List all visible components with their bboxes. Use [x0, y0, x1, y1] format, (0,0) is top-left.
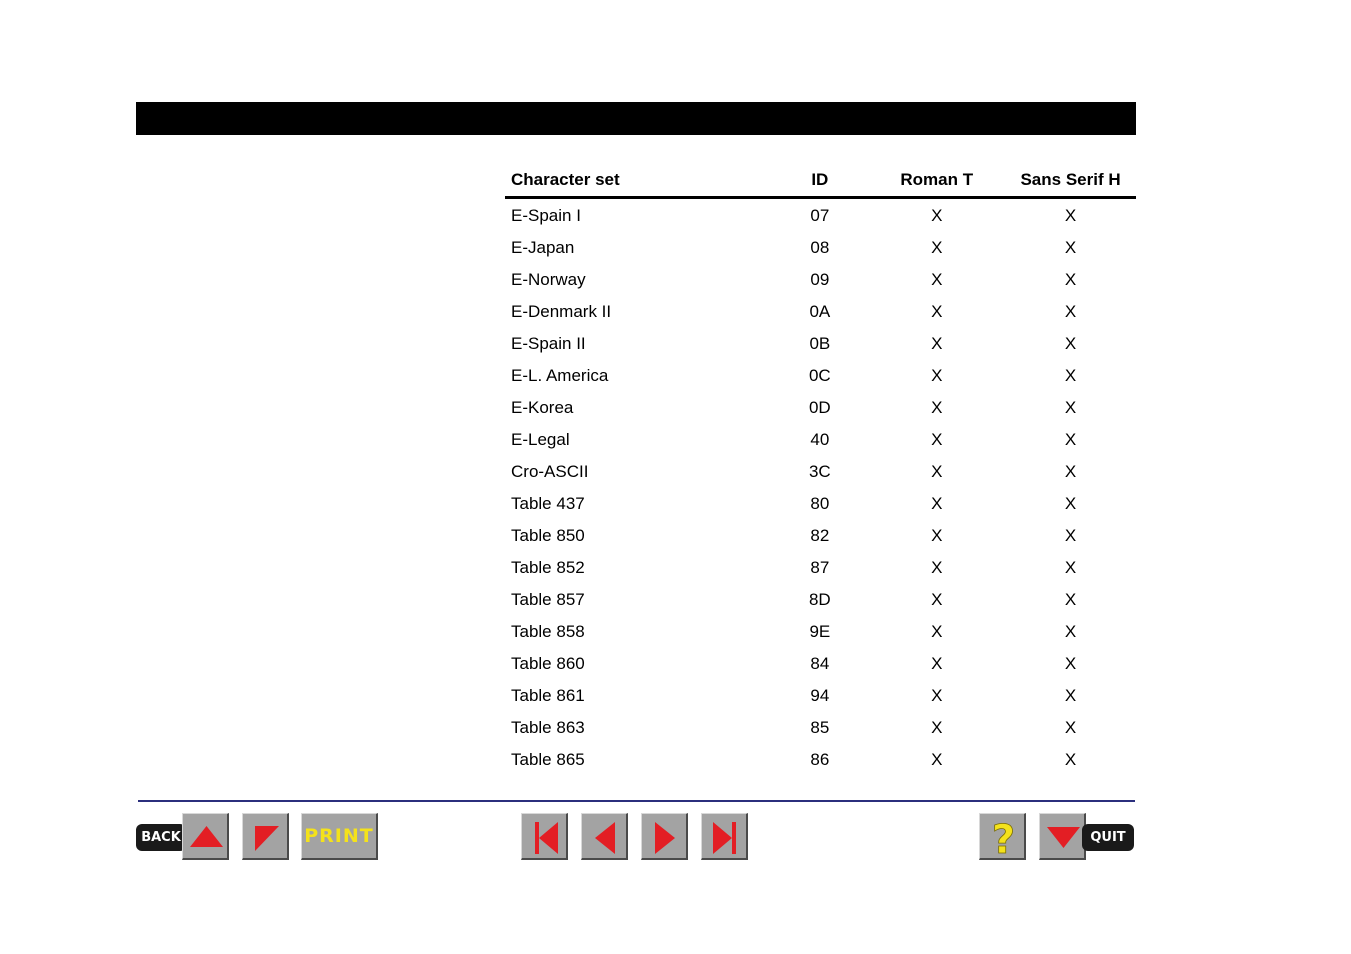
- first-page-icon: [522, 814, 569, 861]
- cell-sans-serif-h: X: [1064, 558, 1077, 577]
- column-header-sans-serif-h: Sans Serif H: [1005, 164, 1136, 198]
- cell-character-set: E-Legal: [511, 430, 570, 449]
- table-row: [505, 616, 1136, 648]
- cell-roman-t: X: [931, 462, 943, 481]
- table-row: [505, 392, 1136, 424]
- cell-character-set: Table 858: [511, 622, 585, 641]
- cell-roman-t: X: [931, 654, 943, 673]
- cell-roman-t: X: [931, 622, 943, 641]
- table-row: [505, 552, 1136, 584]
- triangle-up-icon: [183, 814, 230, 861]
- cell-id: 94: [810, 686, 830, 705]
- cell-id: 84: [810, 654, 830, 673]
- table-row: [505, 456, 1136, 488]
- cell-id: 0B: [809, 334, 831, 353]
- cell-roman-t: X: [931, 686, 943, 705]
- cell-sans-serif-h: X: [1064, 238, 1077, 257]
- previous-icon: [582, 814, 629, 861]
- cell-id: 86: [810, 750, 830, 769]
- cell-sans-serif-h: X: [1064, 462, 1077, 481]
- cell-sans-serif-h: X: [1064, 206, 1077, 225]
- cell-sans-serif-h: X: [1064, 302, 1077, 321]
- cell-roman-t: X: [931, 558, 943, 577]
- next-icon: [642, 814, 689, 861]
- cell-sans-serif-h: X: [1064, 526, 1077, 545]
- table-row: [505, 680, 1136, 712]
- cell-roman-t: X: [931, 398, 943, 417]
- cell-roman-t: X: [931, 590, 943, 609]
- table-row: [505, 744, 1136, 776]
- cell-id: 9E: [809, 622, 831, 641]
- help-button[interactable]: [979, 813, 1026, 860]
- cell-character-set: Table 865: [511, 750, 585, 769]
- cell-id: 09: [810, 270, 830, 289]
- last-page-button[interactable]: [701, 813, 748, 860]
- table-row: [505, 328, 1136, 360]
- cell-sans-serif-h: X: [1064, 654, 1077, 673]
- cell-sans-serif-h: X: [1064, 750, 1077, 769]
- cell-roman-t: X: [931, 430, 943, 449]
- cell-sans-serif-h: X: [1064, 270, 1077, 289]
- triangle-down-icon: [1040, 814, 1087, 861]
- cell-sans-serif-h: X: [1064, 398, 1077, 417]
- quit-button[interactable]: QUIT: [1082, 824, 1134, 851]
- cell-id: 8D: [808, 590, 831, 609]
- cell-roman-t: X: [931, 206, 943, 225]
- cell-roman-t: X: [931, 366, 943, 385]
- table-row: [505, 520, 1136, 552]
- cell-sans-serif-h: X: [1064, 494, 1077, 513]
- cell-sans-serif-h: X: [1064, 590, 1077, 609]
- table-row: [505, 200, 1136, 232]
- table-row: [505, 712, 1136, 744]
- last-page-icon: [702, 814, 749, 861]
- cell-roman-t: X: [931, 750, 943, 769]
- print-button[interactable]: PRINT: [301, 813, 378, 860]
- cell-character-set: E-Korea: [511, 398, 574, 417]
- first-page-button[interactable]: [521, 813, 568, 860]
- cell-id: 0A: [809, 302, 831, 321]
- cell-character-set: Table 860: [511, 654, 585, 673]
- cell-character-set: E-Denmark II: [511, 302, 612, 321]
- header-bar: [136, 102, 1136, 135]
- cell-roman-t: X: [931, 718, 943, 737]
- cell-character-set: E-L. America: [511, 366, 609, 385]
- cell-id: 08: [810, 238, 830, 257]
- cell-character-set: Table 437: [511, 494, 585, 513]
- table-row: [505, 648, 1136, 680]
- previous-page-button[interactable]: [182, 813, 229, 860]
- svg-text:?: ?: [991, 817, 1016, 861]
- back-button[interactable]: BACK: [136, 824, 186, 851]
- cell-character-set: Table 863: [511, 718, 585, 737]
- cell-roman-t: X: [931, 526, 943, 545]
- cell-character-set: Table 857: [511, 590, 585, 609]
- cell-character-set: E-Spain II: [511, 334, 586, 353]
- cell-roman-t: X: [931, 494, 943, 513]
- cell-sans-serif-h: X: [1064, 366, 1077, 385]
- cell-character-set: Table 861: [511, 686, 585, 705]
- next-button[interactable]: [641, 813, 688, 860]
- previous-button[interactable]: [581, 813, 628, 860]
- cell-roman-t: X: [931, 334, 943, 353]
- character-set-table: [505, 164, 1136, 776]
- cell-sans-serif-h: X: [1064, 334, 1077, 353]
- cell-character-set: Table 852: [511, 558, 585, 577]
- table-row: [505, 488, 1136, 520]
- table-header-row: [505, 164, 1136, 198]
- column-header-id: ID: [771, 164, 868, 198]
- cell-id: 0D: [808, 398, 831, 417]
- table-row: [505, 232, 1136, 264]
- cell-id: 07: [810, 206, 830, 225]
- cell-character-set: Cro-ASCII: [511, 462, 589, 481]
- cell-id: 0C: [808, 366, 831, 385]
- cell-roman-t: X: [931, 270, 943, 289]
- table-row: [505, 264, 1136, 296]
- triangle-corner-icon: [243, 814, 290, 861]
- cell-id: 82: [810, 526, 830, 545]
- cell-roman-t: X: [931, 238, 943, 257]
- cell-character-set: E-Norway: [511, 270, 586, 289]
- table-row: [505, 360, 1136, 392]
- quit-arrow-button[interactable]: [1039, 813, 1086, 860]
- cell-roman-t: X: [931, 302, 943, 321]
- cell-character-set: E-Japan: [511, 238, 575, 257]
- column-header-roman-t: Roman T: [868, 164, 1005, 198]
- table-row: [505, 584, 1136, 616]
- cell-id: 40: [810, 430, 830, 449]
- cell-sans-serif-h: X: [1064, 430, 1077, 449]
- cell-id: 85: [810, 718, 830, 737]
- cell-sans-serif-h: X: [1064, 622, 1077, 641]
- next-section-button[interactable]: [242, 813, 289, 860]
- cell-character-set: Table 850: [511, 526, 585, 545]
- cell-id: 87: [810, 558, 830, 577]
- navigation-divider: [138, 800, 1135, 802]
- table-row: [505, 296, 1136, 328]
- table-row: [505, 424, 1136, 456]
- table-body: [505, 198, 1136, 777]
- cell-character-set: E-Spain I: [511, 206, 581, 225]
- cell-sans-serif-h: X: [1064, 718, 1077, 737]
- cell-id: 3C: [808, 462, 831, 481]
- cell-sans-serif-h: X: [1064, 686, 1077, 705]
- question-mark-icon: [980, 814, 1027, 861]
- cell-id: 80: [810, 494, 830, 513]
- column-header-character-set: Character set: [505, 164, 771, 198]
